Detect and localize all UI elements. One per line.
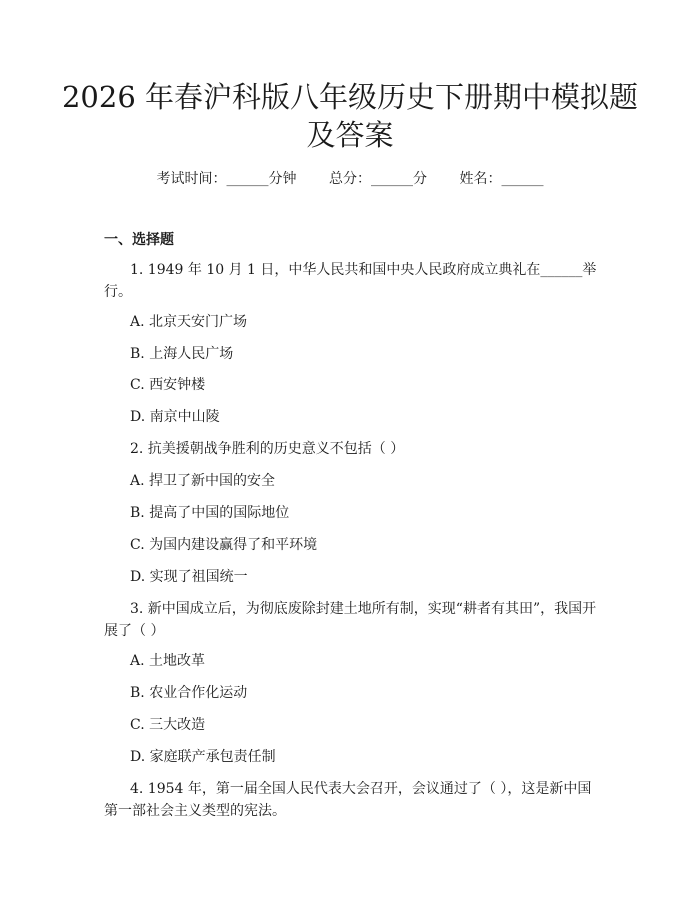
exam-time: 考试时间：______分钟: [156, 171, 297, 187]
student-name: 姓名：______: [459, 171, 544, 187]
section-title: 一、选择题: [104, 232, 174, 248]
question-1-stem: 1. 1949 年 10 月 1 日，中华人民共和国中央人民政府成立典礼在______举行。: [104, 262, 597, 300]
question-3-option-b: B. 农业合作化运动: [130, 685, 248, 701]
question-1-option-b: B. 上海人民广场: [130, 346, 234, 362]
question-2-option-d: D. 实现了祖国统一: [130, 569, 248, 585]
question-4-stem: 4. 1954 年，第一届全国人民代表大会召开，会议通过了（ ），这是新中国第一部社会主义类型的宪法。: [104, 781, 592, 819]
question-1-option-a: A. 北京天安门广场: [130, 314, 248, 330]
exam-info: [0, 170, 700, 188]
question-3-option-c: C. 三大改造: [130, 717, 206, 733]
question-1-option-c: C. 西安钟楼: [130, 377, 206, 393]
question-2-option-b: B. 提高了中国的国际地位: [130, 505, 290, 521]
question-2-option-a: A. 捍卫了新中国的安全: [130, 473, 276, 489]
title-line-1: 2026 年春沪科版八年级历史下册期中模拟题: [61, 80, 639, 114]
question-3-option-a: A. 土地改革: [130, 653, 206, 669]
question-1-option-d: D. 南京中山陵: [130, 409, 220, 425]
question-2-stem: 2. 抗美援朝战争胜利的历史意义不包括（ ）: [130, 441, 405, 457]
document-title: [60, 78, 640, 154]
title-line-2: 及答案: [306, 118, 394, 152]
question-3-stem: 3. 新中国成立后，为彻底废除封建土地所有制，实现“耕者有其田”，我国开展了（ ）: [104, 601, 597, 639]
question-3-option-d: D. 家庭联产承包责任制: [130, 749, 276, 765]
total-score: 总分：______分: [329, 171, 427, 187]
question-2-option-c: C. 为国内建设赢得了和平环境: [130, 537, 318, 553]
